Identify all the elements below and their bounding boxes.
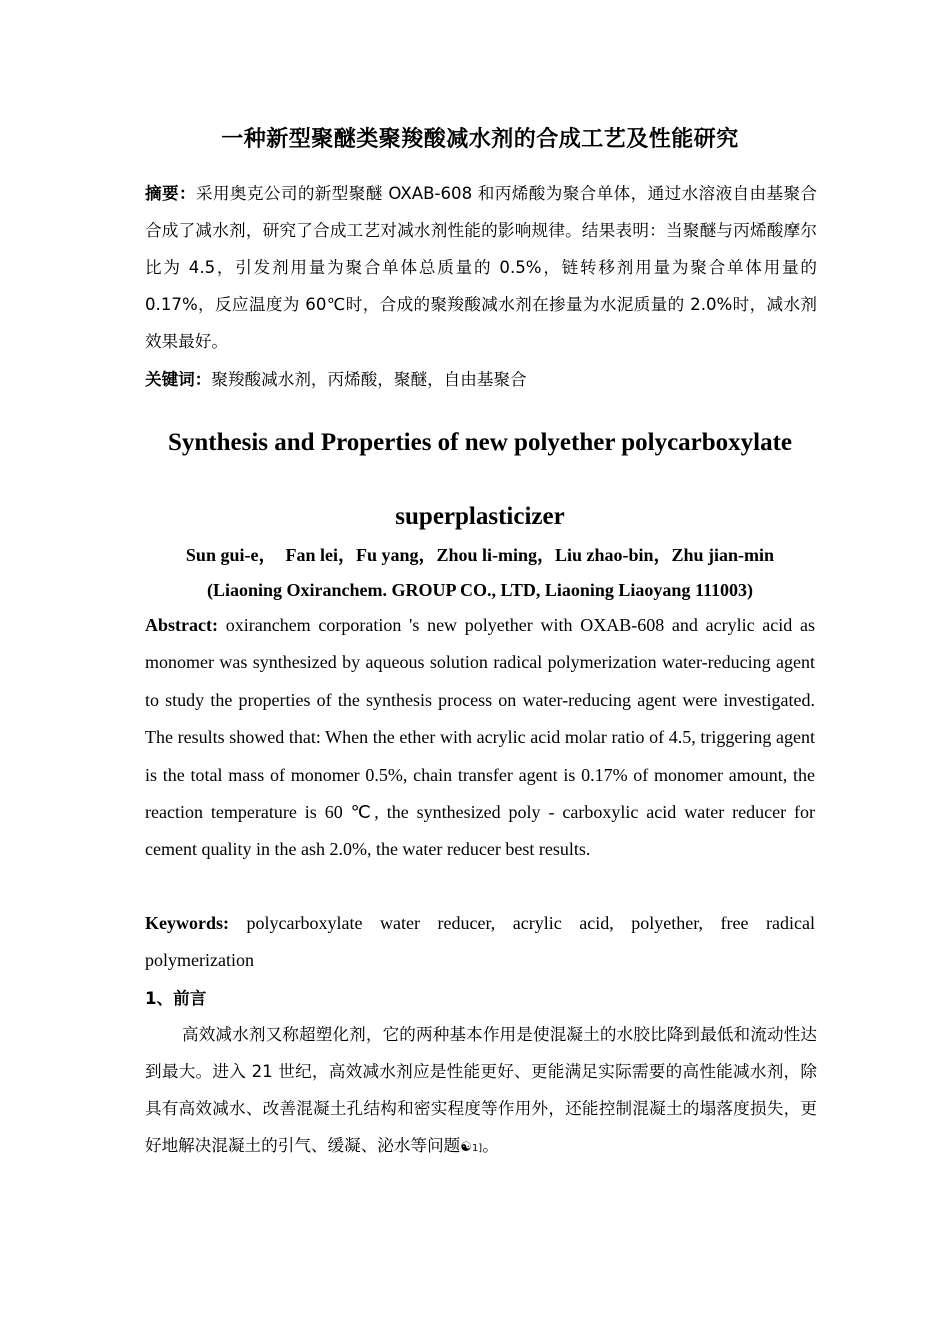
intro-end-punct: 。 (482, 1136, 499, 1155)
citation-mark-icon: ☯ (460, 1140, 472, 1155)
abstract-en-label: Abstract: (145, 615, 218, 635)
intro-text: 高效减水剂又称超塑化剂，它的两种基本作用是使混凝土的水胶比降到最低和流动性达到最大。进入 21 世纪，高效减水剂应是性能更好、更能满足实际需要的高性能减水剂，除具有高效减水、改善混凝土孔结构和密实程度等作用外，还能控制混凝土的塌落度损失，更好地解决混凝土的引气、缓凝、泌水等问题 (145, 1025, 817, 1155)
abstract-cn-text: 采用奥克公司的新型聚醚 OXAB-608 和丙烯酸为聚合单体，通过水溶液自由基聚合合成了减水剂，研究了合成工艺对减水剂性能的影响规律。结果表明：当聚醚与丙烯酸摩尔比为 4.5，引发剂用量为聚合单体总质量的 0.5%，链转移剂用量为聚合单体用量的 0.17%，反应温度为 60℃时，合成的聚羧酸减水剂在掺量为水泥质量的 2.0%时，减水剂效果最好。 (145, 184, 818, 351)
abstract-en-text: oxiranchem corporation 's new polyether with OXAB-608 and acrylic acid as monomer was synthesized by aqueous solution radical polymerization water-reducing agent to study the properties of the synthesis process on water-reducing agent were investigated. The results showed that: When the ether with acrylic acid molar ratio of 4.5, triggering agent is the total mass of monomer 0.5%, chain transfer agent is 0.17% of monomer amount, the reaction temperature is 60 ℃, the synthesized poly - carboxylic acid water reducer for cement quality in the ash 2.0%, the water reducer best results. (145, 615, 816, 860)
abstract-cn (145, 175, 817, 360)
paper-title-cn: 一种新型聚醚类聚羧酸减水剂的合成工艺及性能研究 (221, 127, 739, 152)
citation-ref: 1] (471, 1143, 483, 1154)
keywords-en-label: Keywords: (145, 913, 229, 933)
author-affiliation: (Liaoning Oxiranchem. GROUP CO., LTD, Liaoning Liaoyang 111003) (207, 580, 753, 600)
author-names: Sun gui-e， Fan lei，Fu yang，Zhou li-ming，Liu zhao-bin，Zhu jian-min (185, 545, 775, 565)
author-list (135, 537, 825, 573)
keywords-cn-text: 聚羧酸减水剂，丙烯酸，聚醚，自由基聚合 (211, 370, 527, 389)
section-heading-intro: 1、前言 (145, 989, 207, 1008)
abstract-cn-label: 摘要： (145, 184, 196, 203)
paper-title-en: Synthesis and Properties of new polyether polycarboxylate superplasticizer (167, 429, 793, 530)
keywords-en-text: polycarboxylate water reducer, acrylic acid, polyether, free radical polymerization (145, 913, 815, 971)
keywords-cn (145, 361, 817, 398)
abstract-en (145, 607, 815, 869)
keywords-cn-label: 关键词： (145, 370, 212, 389)
keywords-en (145, 905, 815, 980)
intro-paragraph (145, 1016, 817, 1167)
